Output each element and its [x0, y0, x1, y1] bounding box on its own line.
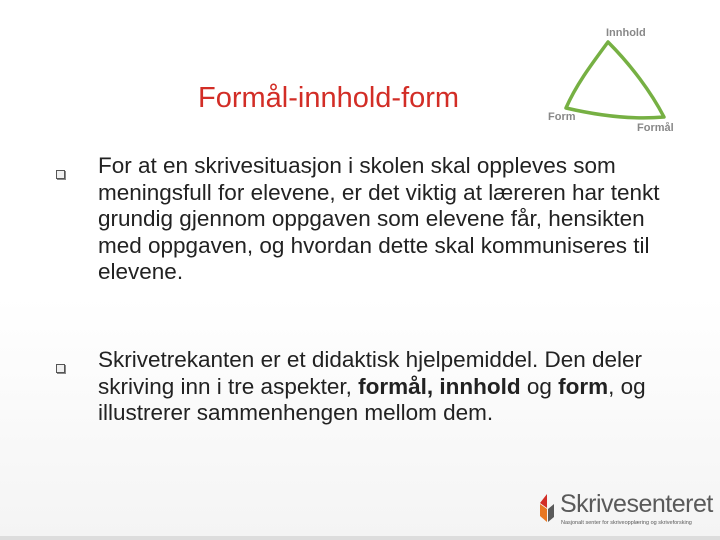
bullet-text: [98, 347, 688, 427]
bullet-text-segment: Skrivetrekanten er et didaktisk hjelpemiddel. Den deler skriving inn i tre aspekter,: [98, 347, 643, 399]
bottom-divider: [0, 536, 720, 540]
bullet-text: [98, 153, 688, 286]
triangle-label-right: Formål: [637, 122, 674, 134]
skrivesenteret-logo: [536, 490, 716, 538]
bullet-marker-icon: [56, 170, 65, 179]
slide-title: Formål-innhold-form: [198, 82, 460, 114]
bullet-bold-term: formål, innhold: [358, 373, 521, 399]
triangle-label-top: Innhold: [606, 27, 646, 39]
logo-tagline: Nasjonalt senter for skriveopplæring og skriveforsking: [561, 520, 692, 526]
logo-name: Skrivesenteret: [560, 490, 713, 518]
triangle-label-left: Form: [548, 111, 576, 123]
bullet-bold-term: form: [558, 373, 609, 399]
bullet-text-segment: og: [520, 373, 559, 399]
logo-mark-icon: [536, 494, 558, 524]
bullet-marker-icon: [56, 364, 65, 373]
bullet-text-segment: , og illustrerer sammenhengen mellom dem.: [98, 373, 646, 425]
bullet-text-segment: For at en skrivesituasjon i skolen skal oppleves som meningsfull for elevene, er det viktig at læreren har tenkt grundig gjennom oppgaven som elevene får, hensikten med oppgaven, og hvordan dette skal kommuniseres til elevene.: [98, 153, 660, 284]
